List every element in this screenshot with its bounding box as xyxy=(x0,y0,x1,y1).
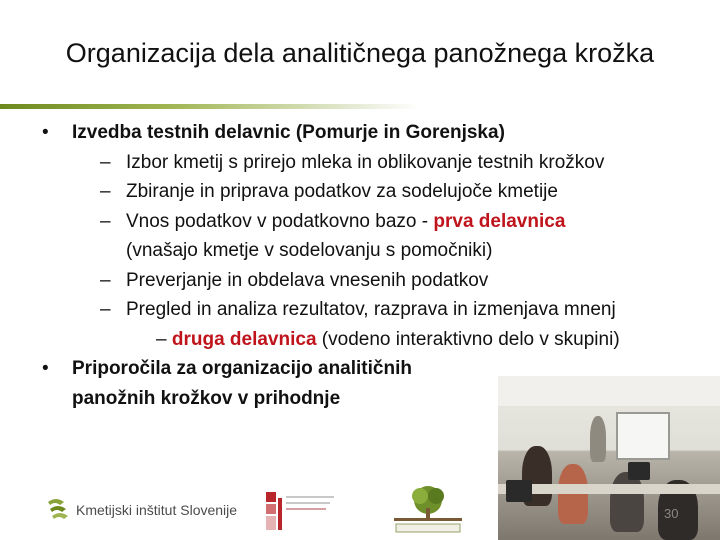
sub-item-text: Zbiranje in priprava podatkov za sodelujoče kmetije xyxy=(126,181,558,202)
sub-item xyxy=(42,266,692,296)
title-divider xyxy=(0,104,420,109)
sub-item-continuation: (vnašajo kmetje v sodelovanju s pomočniki) xyxy=(126,240,493,261)
continuation-suffix: (vodeno interaktivno delo v skupini) xyxy=(316,328,620,350)
sub-item xyxy=(42,177,692,207)
continuation-prefix: – xyxy=(156,328,172,350)
bullet-item xyxy=(42,118,692,148)
sub-item-continuation xyxy=(42,325,692,355)
slide-title: Organizacija dela analitičnega panožnega krožka xyxy=(65,38,655,68)
ministry-logo-icon xyxy=(262,488,342,534)
kis-logo xyxy=(46,496,238,526)
bullet-text: Izvedba testnih delavnic (Pomurje in Gorenjska) xyxy=(72,122,505,143)
dash-marker: – xyxy=(100,269,111,291)
sub-item-text: Vnos podatkov v podatkovno bazo - xyxy=(126,210,434,232)
workshop-photo xyxy=(498,376,720,540)
dash-marker: – xyxy=(100,299,111,320)
photo-board xyxy=(616,412,670,460)
highlight-text: prva delavnica xyxy=(433,210,566,232)
photo-ceiling xyxy=(498,376,720,406)
photo-monitor xyxy=(506,480,532,502)
sub-item xyxy=(42,207,692,237)
page-number: 30 xyxy=(664,506,679,521)
sub-item-text: Pregled in analiza rezultatov, razprava in izmenjava mnenj xyxy=(126,299,616,320)
bullet-marker: • xyxy=(42,358,49,379)
dash-marker: – xyxy=(100,210,111,232)
bullet-marker: • xyxy=(42,122,49,143)
bullet-text: panožnih krožkov v prihodnje xyxy=(72,387,341,409)
sub-item-text: Izbor kmetij s prirejo mleka in oblikovanje testnih krožkov xyxy=(126,151,605,173)
kis-mark-icon xyxy=(46,496,72,522)
slide-content xyxy=(42,118,692,413)
dash-marker: – xyxy=(100,151,111,173)
bullet-text: Priporočila za organizacijo analitičnih xyxy=(72,358,412,379)
sub-item xyxy=(42,148,692,178)
sub-item xyxy=(42,295,692,325)
photo-person xyxy=(558,464,588,524)
tree-logo-icon xyxy=(390,484,466,534)
kis-logo-text: Kmetijski inštitut Slovenije xyxy=(76,502,238,518)
highlight-text: druga delavnica xyxy=(171,328,317,350)
dash-marker: – xyxy=(100,181,111,202)
photo-monitor xyxy=(628,462,650,480)
sub-item-text: Preverjanje in obdelava vnesenih podatkov xyxy=(126,269,489,291)
photo-person xyxy=(610,472,644,532)
photo-person xyxy=(590,416,606,462)
